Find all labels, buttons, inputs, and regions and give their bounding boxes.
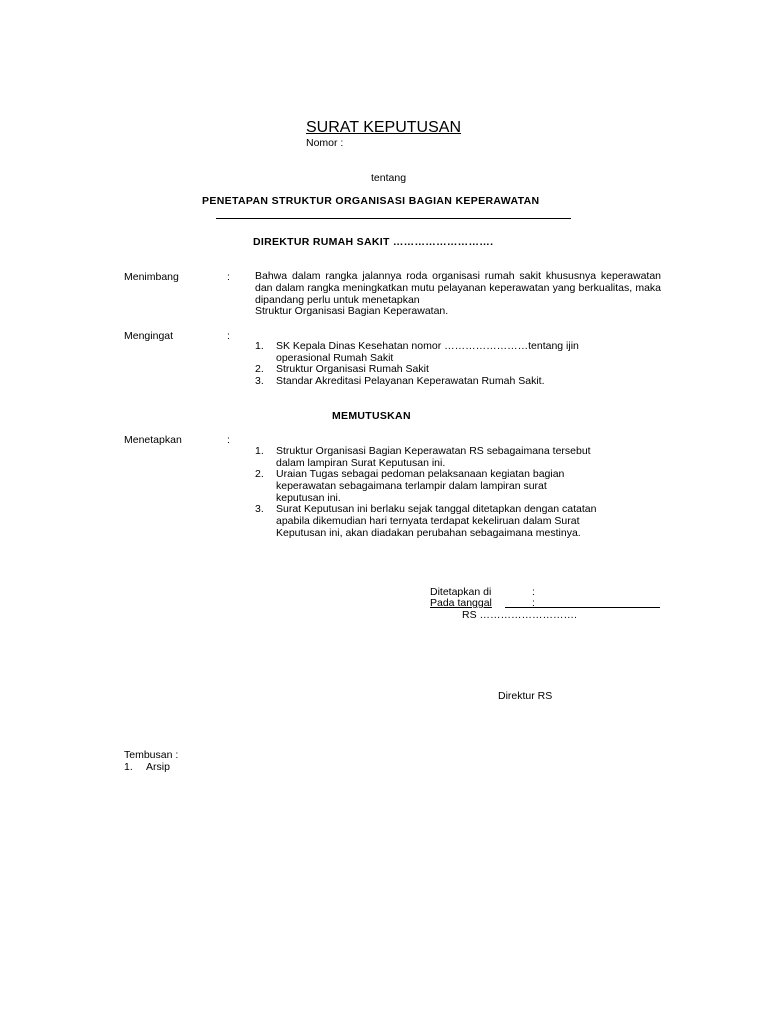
list-number: 1. xyxy=(255,340,264,352)
menetapkan-label: Menetapkan xyxy=(124,434,182,446)
document-title: SURAT KEPUTUSAN xyxy=(306,119,461,136)
list-number: 2. xyxy=(255,468,264,480)
mengingat-label: Mengingat xyxy=(124,330,174,342)
list-line: operasional Rumah Sakit xyxy=(276,351,394,364)
menimbang-line: Bahwa dalam rangka jalannya roda organisasi rumah sakit khususnya xyxy=(255,270,597,282)
list-number: 3. xyxy=(255,375,264,387)
pada-tanggal-label: Pada tanggal xyxy=(430,597,492,609)
director-title: Direktur RS xyxy=(498,690,553,702)
tentang-label: tentang xyxy=(371,172,407,184)
menimbang-label: Menimbang xyxy=(124,271,179,283)
document-number: Nomor : xyxy=(306,137,344,149)
menimbang-line: keperawatan yang berkualitas, maka dipandang perlu untuk menetapkan xyxy=(255,281,661,306)
list-number: 1. xyxy=(255,445,264,457)
menimbang-colon: : xyxy=(227,271,230,283)
decree-subject: PENETAPAN STRUKTUR ORGANISASI BAGIAN KEPERAWATAN xyxy=(202,195,540,207)
list-line: Uraian Tugas sebagai pedoman pelaksanaan kegiatan bagian xyxy=(276,468,565,480)
list-line: Standar Akreditasi Pelayanan Keperawatan Rumah Sakit. xyxy=(276,375,545,387)
pada-tanggal-colon: : xyxy=(532,597,535,609)
signature-date-line xyxy=(505,607,660,608)
rs-name-line: RS ………………………. xyxy=(462,609,577,621)
list-line: apabila dikemudian hari ternyata terdapat kekeliruan dalam Surat xyxy=(276,514,580,527)
list-line: Struktur Organisasi Rumah Sakit xyxy=(276,363,429,375)
menimbang-line: keperawatan dan dalam rangka meningkatkan mutu pelayanan xyxy=(255,270,662,294)
heading-divider xyxy=(216,218,571,219)
tembusan-number: 1. xyxy=(124,761,133,773)
menimbang-line: Struktur Organisasi Bagian Keperawatan. xyxy=(255,305,449,318)
list-line: keputusan ini. xyxy=(276,491,341,504)
menetapkan-colon: : xyxy=(227,434,230,446)
list-text xyxy=(276,446,661,470)
memutuskan-heading: MEMUTUSKAN xyxy=(332,410,411,422)
list-text xyxy=(276,504,661,539)
list-line: keperawatan sebagaimana terlampir dalam lampiran surat xyxy=(276,479,547,492)
tembusan-item: Arsip xyxy=(146,761,170,773)
mengingat-colon: : xyxy=(227,330,230,342)
list-line: SK Kepala Dinas Kesehatan nomor ……………………tentang ijin xyxy=(276,340,579,352)
ditetapkan-di-label: Ditetapkan di xyxy=(430,586,492,598)
list-line: Keputusan ini, akan diadakan perubahan sebagaimana mestinya. xyxy=(276,526,581,539)
list-line: dalam lampiran Surat Keputusan ini. xyxy=(276,456,446,469)
list-text xyxy=(276,376,661,388)
list-number: 2. xyxy=(255,363,264,375)
menimbang-text xyxy=(255,271,661,318)
list-text xyxy=(276,341,661,365)
issuer-line: DIREKTUR RUMAH SAKIT ………………………. xyxy=(253,236,494,248)
list-line: Struktur Organisasi Bagian Keperawatan RS sebagaimana tersebut xyxy=(276,445,591,457)
list-line: Surat Keputusan ini berlaku sejak tanggal ditetapkan dengan catatan xyxy=(276,503,597,515)
tembusan-label: Tembusan : xyxy=(124,749,179,761)
list-number: 3. xyxy=(255,503,264,515)
list-text xyxy=(276,469,661,504)
ditetapkan-di-colon: : xyxy=(532,586,535,598)
